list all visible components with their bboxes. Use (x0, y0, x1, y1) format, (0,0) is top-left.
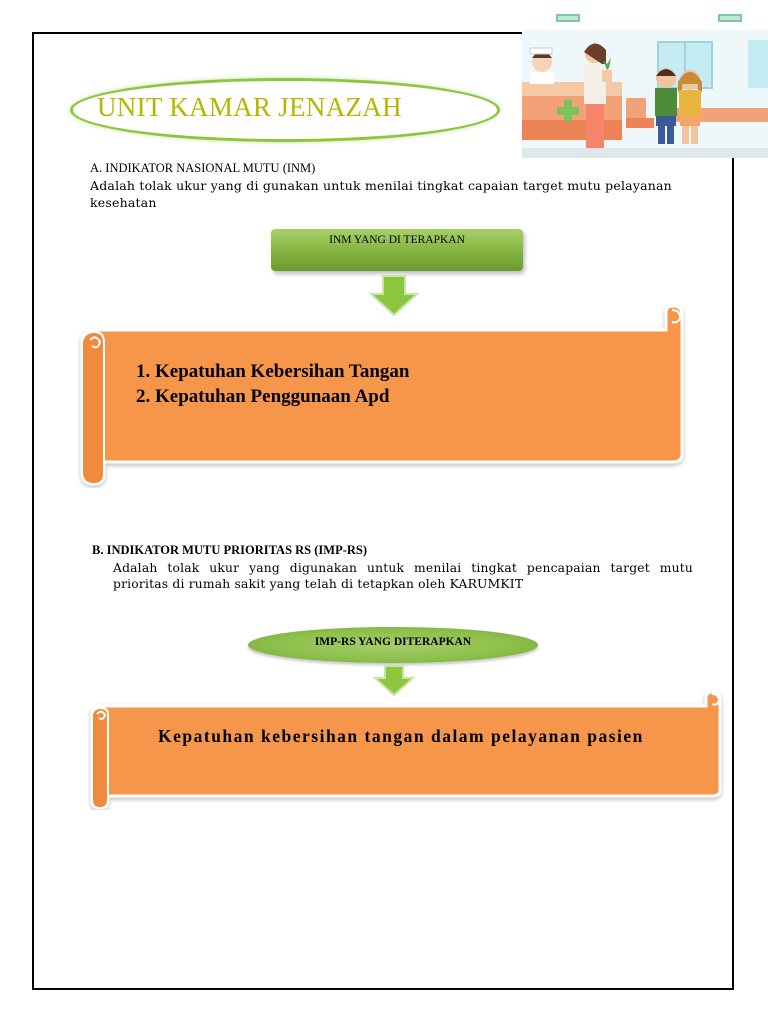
inm-item: 1. Kepatuhan Kebersihan Tangan (136, 361, 410, 382)
imp-rs-label-ellipse: IMP-RS YANG DITERAPKAN (248, 627, 538, 663)
section-a-heading: A. INDIKATOR NASIONAL MUTU (INM) (90, 161, 316, 175)
hospital-reception-illustration (522, 0, 768, 158)
page-title: UNIT KAMAR JENAZAH (97, 92, 402, 122)
imp-rs-item: Kepatuhan kebersihan tangan dalam pelayanan pasien (158, 726, 644, 746)
section-a-description: Adalah tolak ukur yang di gunakan untuk menilai tingkat capaian target mutu pelayanan kesehatan (90, 178, 672, 210)
imp-rs-scroll-banner (88, 690, 728, 810)
section-b-description: Adalah tolak ukur yang digunakan untuk menilai tingkat pencapaian target mutu prioritas di rumah sakit yang telah di tetapkan oleh KARUMKIT (113, 561, 693, 591)
inm-items-list (136, 359, 409, 409)
section-b-heading: B. INDIKATOR MUTU PRIORITAS RS (IMP-RS) (92, 543, 368, 557)
inm-label-box: INM YANG DI TERAPKAN (271, 229, 523, 271)
inm-item: 2. Kepatuhan Penggunaan Apd (136, 386, 390, 407)
